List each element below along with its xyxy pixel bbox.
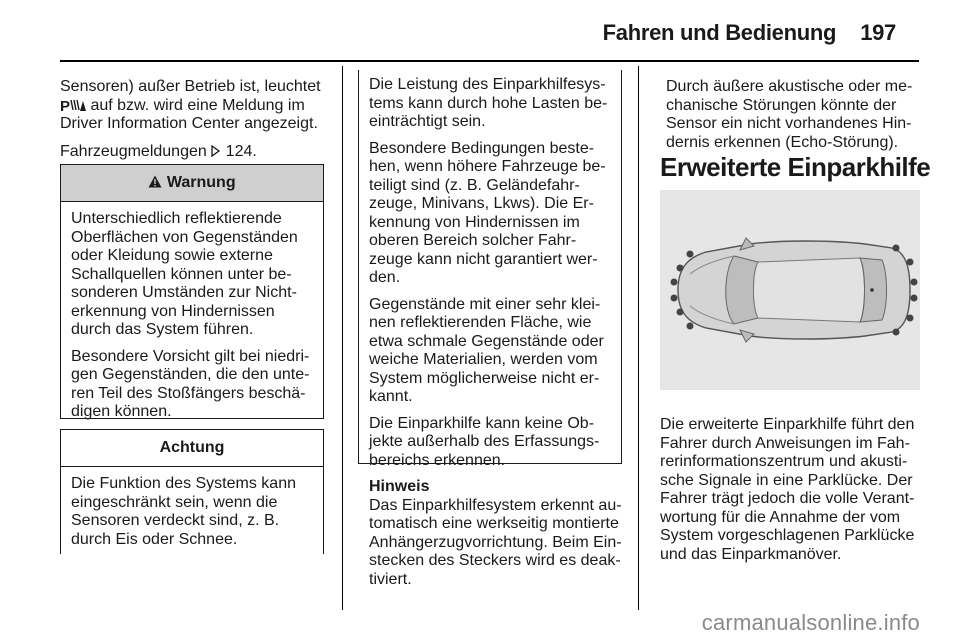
continued-paragraph-4: Die Einparkhilfe kann keine Objekte außerhalb des Erfassungsbereichs erkennen. <box>369 414 600 469</box>
hint-text: Das Einparkhilfesystem erkennt automatisch eine werkseitig montierte Anhängerzugvorrichtung. Beim Einstecken des Steckers wird es deaktiviert. <box>369 496 622 588</box>
parking-assist-icon <box>60 97 90 114</box>
column-3-intro <box>666 78 920 161</box>
svg-text:P: P <box>60 97 71 112</box>
col3-intro: Durch äußere akustische oder mechanische Störungen könnte der Sensor ein nicht vorhandenes Hindernis erkennen (Echo-Störung). <box>666 78 913 151</box>
caution-box <box>60 429 324 554</box>
watermark: carmanualsonline.info <box>701 610 920 635</box>
warning-title: Warnung <box>166 174 236 191</box>
continued-paragraph-2: Besondere Bedingungen bestehen, wenn höhere Fahrzeuge beteiligt sind (z. B. Geländefahrzeuge, Minivans, Lkws). Die Erkennung von Hindernissen im oberen Bereich solcher Fahrzeuge kann nicht garantiert werden. <box>369 139 606 286</box>
page-reference-icon <box>211 143 225 160</box>
caution-box-body <box>61 467 323 549</box>
car-sensor-illustration <box>660 190 920 390</box>
column-3-body <box>660 416 922 573</box>
column-1 <box>60 78 326 170</box>
page-title: Fahren und Bedienung <box>602 20 837 45</box>
continued-warning-body <box>359 70 621 470</box>
caution-box-header: Achtung <box>61 430 323 467</box>
col1-reference: Fahrzeugmeldungen 124. <box>60 142 257 160</box>
col3-body: Die erweiterte Einparkhilfe führt den Fahrer durch Anweisungen im Fahrerinformationszentrum und akustische Signale in eine Parklücke. Der Fahrer trägt jedoch die volle Verantwortung für die Annahme der vom System vorgeschlagenen Parklücke und das Einparkmanöver. <box>660 416 915 563</box>
warning-box-header <box>61 165 323 202</box>
continued-paragraph-3: Gegenstände mit einer sehr kleinen reflektierenden Fläche, wie etwa schmale Gegenstände oder weiche Materialien, werden vom System möglicherweise nicht erkannt. <box>369 295 604 405</box>
header-rule <box>60 60 919 62</box>
warning-box-body <box>61 202 323 422</box>
hint-title: Hinweis <box>369 478 430 495</box>
column-divider-2 <box>638 66 639 610</box>
column-divider-1 <box>342 66 343 610</box>
warning-triangle-icon <box>148 174 166 191</box>
section-heading: Erweiterte Einparkhilfe <box>660 152 931 182</box>
hint-section <box>369 478 627 589</box>
continued-paragraph-1: Die Leistung des Einparkhilfesystems kann durch hohe Lasten beeinträchtigt sein. <box>369 76 608 130</box>
warning-paragraph-2: Besondere Vorsicht gilt bei niedrigen Gegenständen, die den unteren Teil des Stoßfängers beschädigen können. <box>71 347 310 420</box>
warning-paragraph-1: Unterschiedlich reflektierende Oberflächen von Gegenständen oder Kleidung sowie externe Schallquellen können unter besonderen Umständen zur Nichterkennung von Hindernissen durch das System führen. <box>71 210 298 338</box>
continued-warning-box <box>358 70 622 469</box>
caution-paragraph-1: Die Funktion des Systems kann eingeschränkt sein, wenn die Sensoren verdeckt sind, z. B. durch Eis oder Schnee. <box>71 475 296 548</box>
page-number: 197 <box>860 20 896 45</box>
page-header <box>0 20 896 46</box>
warning-box <box>60 164 324 419</box>
car-top-view-image <box>660 190 920 390</box>
col1-intro: Sensoren) außer Betrieb ist, leuchtet P auf bzw. wird eine Meldung im Driver Information Center angezeigt. <box>60 78 321 132</box>
